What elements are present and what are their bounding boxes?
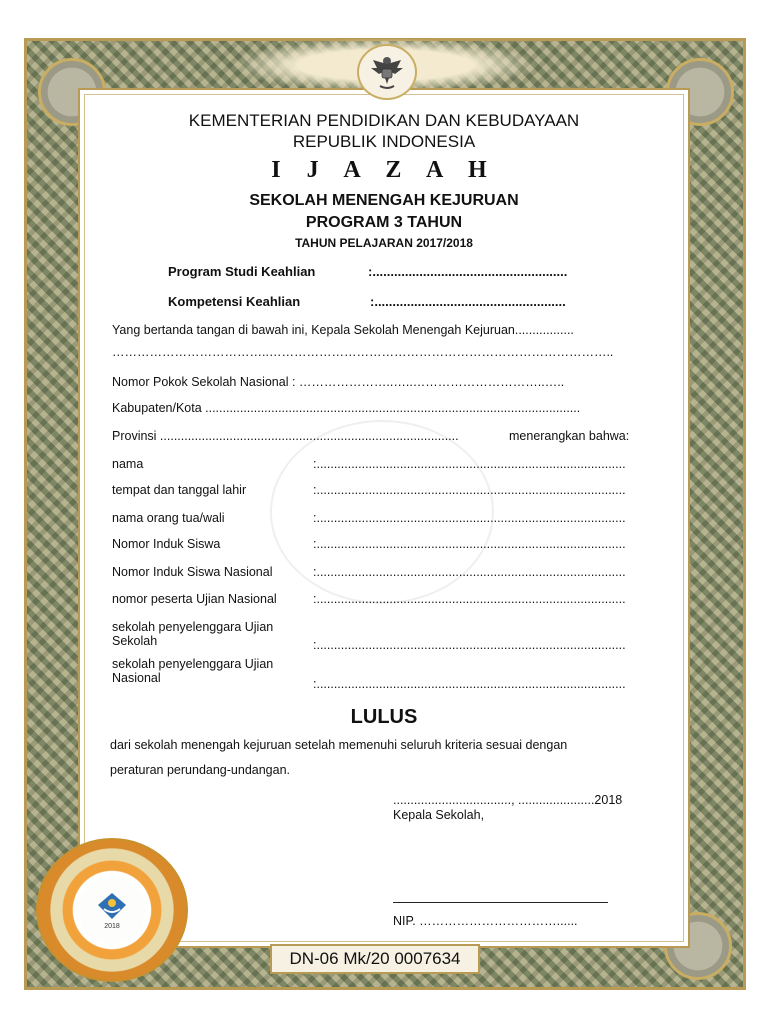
- nisn-value: :.........................................................................................: [313, 565, 626, 579]
- national-exam-label-line-1: sekolah penyelenggara Ujian: [112, 657, 274, 671]
- competency-label: Kompetensi Keahlian: [168, 294, 301, 309]
- exam-number-value: :.........................................................................................: [313, 592, 626, 606]
- intro-line-2: ………………………………..………………………………………………………………………..: [112, 345, 614, 359]
- garuda-emblem-icon: [357, 44, 417, 100]
- program-study-label: Program Studi Keahlian: [168, 264, 316, 279]
- certificate-title: I J A Z A H: [271, 157, 497, 183]
- school-exam-label-line-2: Sekolah: [112, 634, 158, 648]
- regency-field: Kabupaten/Kota ............................................................................................................: [112, 401, 581, 415]
- nis-label: Nomor Induk Siswa: [112, 537, 221, 551]
- place-date: .................................., ......................2018: [393, 793, 623, 807]
- result-line-1: dari sekolah menengah kejuruan setelah memenuhi seluruh kriteria sesuai dengan: [110, 738, 568, 752]
- intro-line-1: Yang bertanda tangan di bawah ini, Kepala Sekolah Menengah Kejuruan.................: [112, 323, 574, 337]
- birth-value: :.........................................................................................: [313, 483, 626, 497]
- academic-year: TAHUN PELAJARAN 2017/2018: [295, 236, 473, 250]
- ministry-seal: [36, 838, 188, 982]
- nip-field: NIP. ……………………………......: [393, 914, 578, 928]
- school-exam-value: :.........................................................................................: [313, 638, 626, 652]
- ministry-name: KEMENTERIAN PENDIDIKAN DAN KEBUDAYAAN: [188, 111, 580, 130]
- birth-label: tempat dan tanggal lahir: [112, 483, 247, 497]
- student-name-value: :.........................................................................................: [313, 457, 626, 471]
- declares-text: menerangkan bahwa:: [509, 429, 630, 443]
- seal-year: 2018: [104, 922, 120, 930]
- nis-value: :.........................................................................................: [313, 537, 626, 551]
- republic-name: REPUBLIK INDONESIA: [292, 132, 476, 151]
- national-exam-label: [112, 657, 273, 685]
- national-exam-label-line-2: Nasional: [112, 671, 161, 685]
- parent-value: :.........................................................................................: [313, 511, 626, 525]
- nisn-label: Nomor Induk Siswa Nasional: [112, 565, 273, 579]
- school-exam-label: [112, 620, 273, 648]
- exam-number-label: nomor peserta Ujian Nasional: [112, 592, 277, 606]
- national-exam-value: :.........................................................................................: [313, 677, 626, 691]
- student-name-label: nama: [112, 457, 144, 471]
- seal-center: [78, 876, 146, 944]
- competency-value: :.....................................................: [370, 294, 566, 309]
- result-line-2: peraturan perundang-undangan.: [110, 763, 291, 777]
- program-study-value: :......................................................: [368, 264, 568, 279]
- school-exam-label-line-1: sekolah penyelenggara Ujian: [112, 620, 274, 634]
- result-status: LULUS: [350, 706, 418, 728]
- parent-label: nama orang tua/wali: [112, 511, 225, 525]
- school-type: SEKOLAH MENENGAH KEJURUAN: [249, 192, 519, 209]
- npsn-field: Nomor Pokok Sekolah Nasional : …………………..…..…………………………..…..: [112, 375, 565, 389]
- ministry-heading: [0, 110, 768, 152]
- serial-number: DN-06 Mk/20 0007634: [270, 944, 480, 974]
- tut-wuri-logo-icon: [95, 891, 129, 921]
- signature-line: [393, 902, 608, 903]
- program-duration: PROGRAM 3 TAHUN: [305, 214, 463, 231]
- principal-title: Kepala Sekolah,: [393, 808, 485, 822]
- province-field: Provinsi ......................................................................................: [112, 429, 459, 443]
